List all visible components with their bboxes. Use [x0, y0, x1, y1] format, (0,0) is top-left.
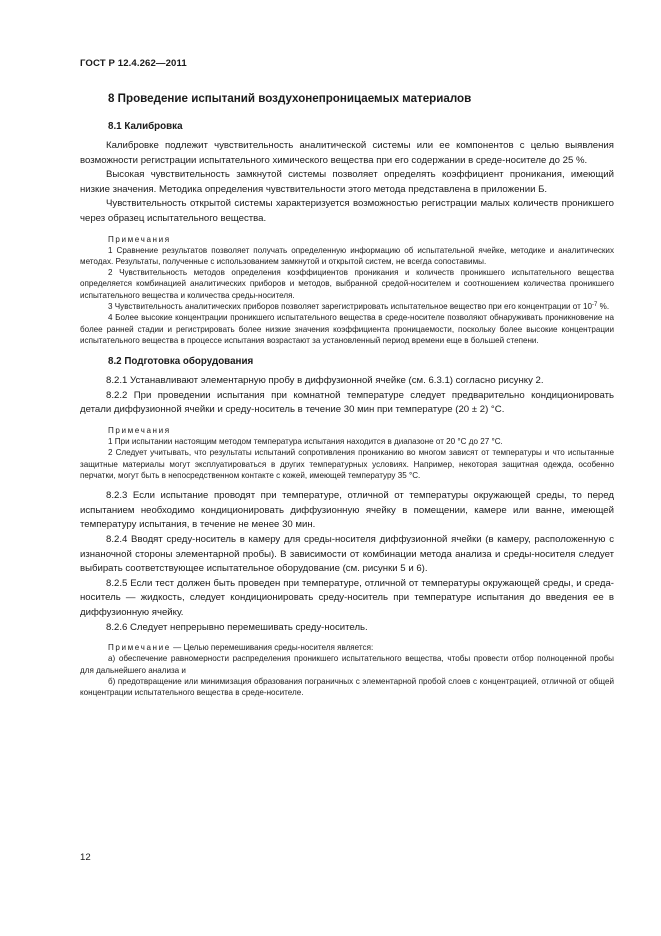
paragraph: 8.2.1 Устанавливают элементарную пробу в диффузионной ячейке (см. 6.3.1) согласно рисунку 2. — [106, 375, 544, 387]
subsection-8-1-title: 8.1 Калибровка — [108, 121, 183, 132]
note-text: — Целью перемешивания среды-носителя является: — [170, 643, 374, 653]
subsection-8-2-title: 8.2 Подготовка оборудования — [108, 356, 254, 368]
note-item: 1 При испытании настоящим методом температура испытания находится в диапазоне от 20 °С до 27 °С. — [108, 437, 503, 447]
paragraph: 8.2.3 Если испытание проводят при температуре, отличной от температуры окружающей среды, то перед испытанием необходимо кондиционировать диффузионную ячейку в помещении, камере или ванне, имеющей температуру испытания, в течение не менее 30 мин. — [80, 490, 614, 531]
note-line — [108, 642, 614, 653]
note-text: %. — [597, 302, 610, 312]
note-item: б) предотвращение или минимизация образования пограничных с элементарной пробой слоев с концентрацией, отличной от общей концентрации испытательного вещества в среде-носителе. — [80, 677, 614, 698]
exponent: -7 — [592, 302, 598, 309]
paragraph: 8.2.4 Вводят среду-носитель в камеру для среды-носителя диффузионной ячейки (в камеру, расположенную с изнаночной стороны элементарной пробы). В зависимости от комбинации метода анализа и среды-носителя следует выбирать соответствующее испытательное оборудование (см. рисунки 5 и 6). — [80, 533, 614, 575]
notes-heading: Примечания — [108, 234, 171, 244]
note-text: 3 Чувствительность аналитических приборов позволяет зарегистрировать испытательное вещество при его концентрации от 10 — [108, 302, 593, 312]
paragraph: Чувствительность открытой системы характеризуется возможностью регистрации малых количеств проникшего через образец испытательного вещества. — [80, 198, 614, 224]
note-item — [80, 301, 614, 312]
note-item: а) обеспечение равномерности распределения проникшего испытательного вещества, чтобы провести отбор полноценной пробы для дальнейшего анализа и — [80, 654, 614, 675]
paragraph: 8.2.2 При проведении испытания при комнатной температуре следует предварительно кондиционировать детали диффузионной ячейки и среду-носитель в течение 30 мин при температуре (20 ± 2) °С. — [80, 389, 614, 416]
document-page — [80, 58, 614, 699]
document-id-header: ГОСТ Р 12.4.262—2011 — [80, 58, 187, 69]
paragraph: 8.2.5 Если тест должен быть проведен при температуре, отличной от температуры окружающей среды, и среда-носитель — жидкость, следует кондиционировать среду-носитель при температуре испытания до введения ее в диффузионную ячейку. — [80, 577, 614, 618]
paragraph: 8.2.6 Следует непрерывно перемешивать среду-носитель. — [106, 621, 368, 633]
note-item: 4 Более высокие концентрации проникшего испытательного вещества в среде-носителе позволяют обнаруживать проникновение на более ранней стадии и регистрировать более низкие значения коэффициента проницаемости, поскольку более высокие концентрации испытательного вещества в процессе испытания возрастают за установленный период времени еще в большей степени. — [80, 313, 614, 345]
paragraph: Калибровке подлежит чувствительность аналитической системы или ее компонентов с целью выявления возможности регистрации испытательного химического вещества при его содержании в средe-носителе до 25 %. — [80, 140, 614, 166]
paragraph: Высокая чувствительность замкнутой системы позволяет определять коэффициент проникания, имеющий низкие значения. Методика определения чувствительности этого метода представлена в приложении Б. — [80, 169, 614, 195]
note-item: 1 Сравнение результатов позволяет получать определенную информацию об испытательной ячейке, методике и аналитических методах. Результаты, полученные с использованием замкнутой и открытой систем, не всегда сопоставимы. — [80, 245, 614, 266]
page-number: 12 — [80, 852, 91, 863]
note-label: Примечание — [108, 643, 171, 653]
note-item: 2 Чувствительность методов определения коэффициентов проникания и количеств проникшего испытательного вещества определяется комбинацией аналитических приборов и методов, выбранной средой-носителем и соотношением количества проникшего испытательного вещества и количества среды-носителя. — [80, 268, 614, 300]
section-8-title: 8 Проведение испытаний воздухонепроницаемых материалов — [108, 92, 472, 105]
note-item: 2 Следует учитывать, что результаты испытаний сопротивления прониканию во многом зависят от температуры и что испытанные защитные материалы могут эксплуатироваться в других температурных условиях. Например, некоторая защитная одежда, особенно перчатки, могут быть в непосредственном контакте с кожей, имеющей температуру 35 °С. — [80, 448, 614, 480]
notes-heading: Примечания — [108, 426, 171, 436]
